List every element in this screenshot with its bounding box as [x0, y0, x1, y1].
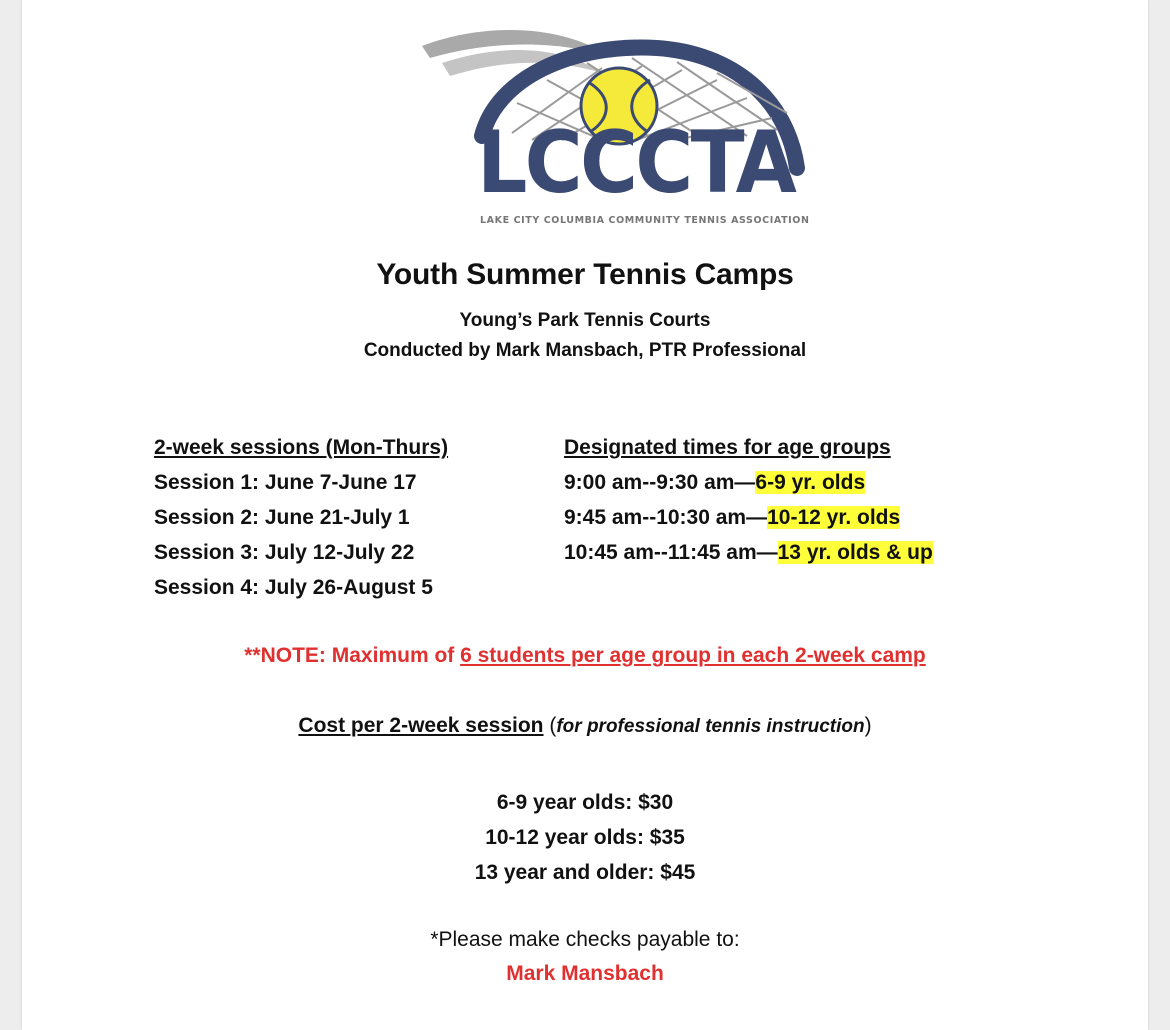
age-times-header: Designated times for age groups: [564, 436, 891, 459]
conducted-by-line: Conducted by Mark Mansbach, PTR Professional: [363, 340, 807, 361]
document-page: [22, 0, 1148, 1030]
cost-paren-close: ): [864, 714, 872, 737]
age-group-highlight: 10-12 yr. olds: [767, 506, 901, 529]
payment-instruction: *Please make checks payable to:: [430, 928, 740, 951]
time-row: [564, 465, 933, 500]
page-title: Youth Summer Tennis Camps: [376, 258, 794, 291]
sessions-column: [154, 430, 448, 605]
session-item: Session 4: July 26-August 5: [154, 576, 433, 599]
cost-paren-open: (: [543, 714, 557, 737]
time-range: 9:45 am--10:30 am—: [564, 506, 768, 529]
price-list: [22, 785, 1148, 890]
session-item: Session 2: June 21-July 1: [154, 506, 410, 529]
location-line: Young’s Park Tennis Courts: [459, 310, 711, 331]
age-group-highlight: 6-9 yr. olds: [755, 471, 866, 494]
cost-detail: for professional tennis instruction: [556, 716, 865, 737]
logo-acronym: LCCCTA: [477, 113, 795, 213]
time-row: [564, 535, 933, 570]
session-item: Session 1: June 7-June 17: [154, 471, 417, 494]
age-group-highlight: 13 yr. olds & up: [777, 541, 933, 564]
note-underlined: 6 students per age group in each 2-week camp: [460, 644, 926, 667]
lcccta-logo: [412, 18, 812, 233]
price-item: 6-9 year olds: $30: [496, 791, 674, 814]
cost-heading-text: Cost per 2-week session: [298, 714, 544, 737]
time-row: [564, 500, 933, 535]
capacity-note: [22, 644, 1148, 668]
price-item: 13 year and older: $45: [474, 861, 696, 884]
time-range: 9:00 am--9:30 am—: [564, 471, 756, 494]
price-item: 10-12 year olds: $35: [485, 826, 685, 849]
time-range: 10:45 am--11:45 am—: [564, 541, 778, 564]
logo-tagline: LAKE CITY COLUMBIA COMMUNITY TENNIS ASSOCIATION: [480, 215, 810, 226]
session-item: Session 3: July 12-July 22: [154, 541, 415, 564]
age-times-column: [564, 430, 933, 570]
payee-name: Mark Mansbach: [506, 962, 664, 985]
cost-heading: [22, 714, 1148, 738]
sessions-header: 2-week sessions (Mon-Thurs): [154, 436, 449, 459]
note-prefix: **NOTE: Maximum of: [244, 644, 461, 667]
